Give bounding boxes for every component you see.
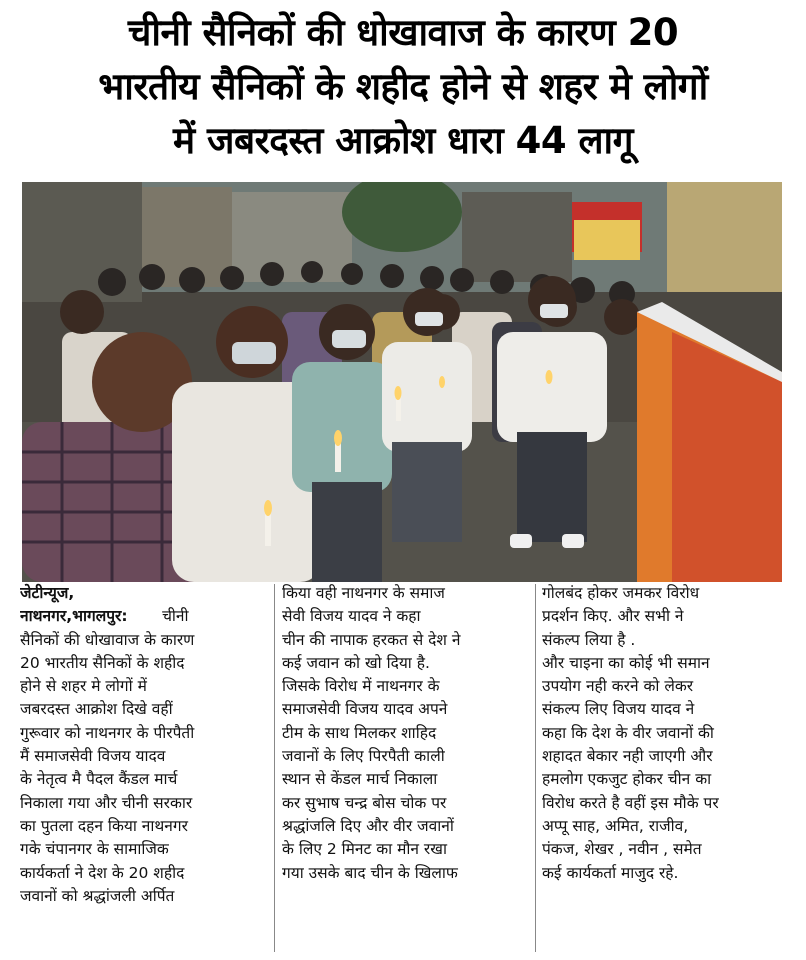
column-divider (535, 584, 536, 952)
column-3-line: और चाइना का कोई भी समान (542, 653, 710, 672)
column-1-line: गके चंपानगर के सामाजिक (20, 840, 169, 859)
column-2-line: समाजसेवी विजय यादव अपने (282, 700, 448, 719)
article-column-2 (282, 582, 530, 954)
column-1-line: मैं समाजसेवी विजय यादव (20, 747, 166, 766)
candle-march-photo (22, 182, 782, 582)
column-2-line: स्थान से केंडल मार्च निकाला (282, 770, 438, 789)
column-3-line: संकल्प लिया है . (542, 630, 636, 649)
column-2-line: जिसके विरोध में नाथनगर के (282, 677, 440, 696)
column-divider (274, 584, 275, 952)
column-3-line: कहा कि देश के वीर जवानों की (542, 723, 714, 742)
building-right-2 (667, 182, 782, 292)
column-1-line: गुरूवार को नाथनगर के पीरपैती (20, 723, 195, 742)
column-3-line: पंकज, शेखर , नवीन , समेत (542, 840, 702, 859)
column-1-line: के नेतृत्व मै पैदल कैंडल मार्च (20, 770, 178, 789)
column-1-line: जवानों को श्रद्धांजली अर्पित (20, 886, 175, 905)
column-3-line: गोलबंद होकर जमकर विरोध (542, 584, 700, 602)
column-1-line: का पुतला दहन किया नाथनगर (20, 816, 188, 835)
article-column-3 (542, 582, 788, 954)
column-2-line: श्रद्धांजलि दिए और वीर जवानों (282, 816, 454, 835)
column-2-line: किया वही नाथनगर के समाज (282, 584, 445, 602)
column-3-line: प्रदर्शन किए. और सभी ने (542, 607, 684, 626)
dateline-location: नाथनगर,भागलपुर: (20, 607, 128, 626)
column-3-line: शहादत बेकार नही जाएगी और (542, 747, 713, 766)
column-2-line: जवानों के लिए पिरपैती काली (282, 747, 445, 766)
column-2-line: गया उसके बाद चीन के खिलाफ (282, 863, 458, 882)
column-3-line: अप्पू साह, अमित, राजीव, (542, 816, 689, 835)
column-3-line: हमलोग एकजुट होकर चीन का (542, 770, 712, 789)
column-3-line: कई कार्यकर्ता माजुद रहे. (542, 863, 679, 882)
column-1-line: सैनिकों की धोखावाज के कारण (20, 630, 195, 649)
headline-line-1: चीनी सैनिकों की धोखावाज के कारण 20 (127, 11, 679, 54)
column-2-line: कर सुभाष चन्द्र बोस चोक पर (282, 793, 447, 812)
dateline-tail: चीनी (162, 607, 189, 626)
article-column-1 (20, 582, 268, 954)
headline-line-2: भारतीय सैनिकों के शहीद होने से शहर मे लोगों (98, 65, 708, 108)
column-1-line: होने से शहर मे लोगों में (20, 677, 147, 696)
column-3-line: संकल्प लिए विजय यादव ने (542, 700, 695, 719)
column-2-line: सेवी विजय यादव ने कहा (282, 607, 421, 626)
headline (18, 6, 788, 174)
headline-line-3: में जबरदस्त आक्रोश धारा 44 लागू (173, 119, 633, 162)
column-2-line: टीम के साथ मिलकर शाहिद (282, 723, 437, 742)
column-1-line: जबरदस्त आक्रोश दिखे वहीं (20, 700, 173, 719)
article-body (20, 582, 788, 954)
column-2-line: कई जवान को खो दिया है. (282, 653, 430, 672)
column-1-line: 20 भारतीय सैनिकों के शहीद (20, 653, 185, 672)
dateline-agency: जेटीन्यूज, (20, 584, 75, 602)
column-1-line: कार्यकर्ता ने देश के 20 शहीद (20, 863, 185, 882)
column-3-line: विरोध करते है वहीं इस मौके पर (542, 793, 719, 812)
news-photo (22, 182, 782, 582)
column-1-line: निकाला गया और चीनी सरकार (20, 793, 193, 812)
column-2-line: के लिए 2 मिनट का मौन रखा (282, 840, 447, 859)
dateline-location-row (20, 605, 268, 628)
shop-banner-yellow (574, 220, 640, 260)
column-3-line: उपयोग नही करने को लेकर (542, 677, 694, 696)
column-2-line: चीन की नापाक हरकत से देश ने (282, 630, 461, 649)
building-left-3 (232, 192, 352, 282)
building-right (462, 192, 572, 282)
